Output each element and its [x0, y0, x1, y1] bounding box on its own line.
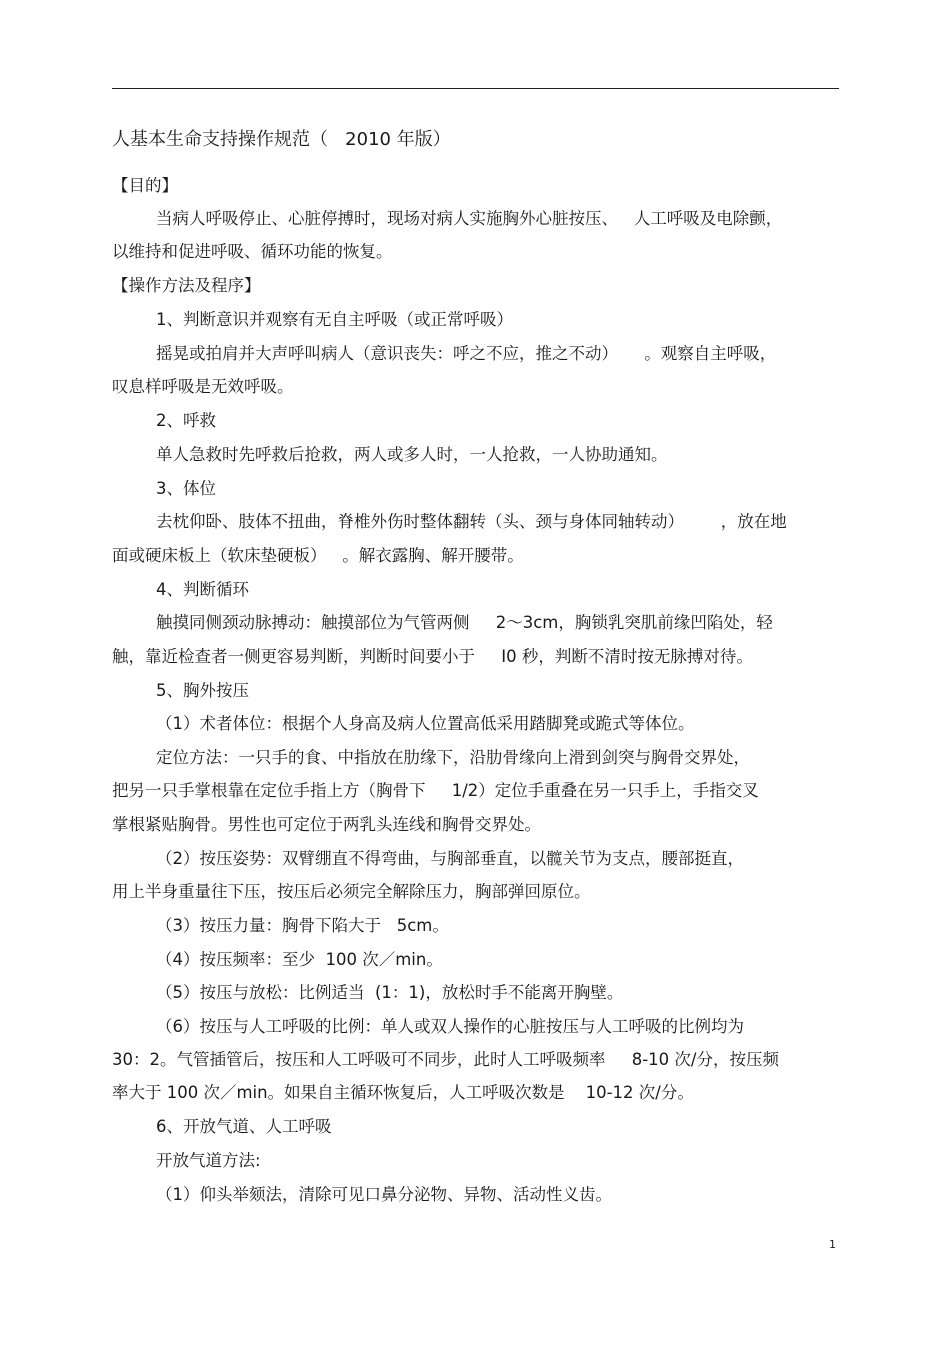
- text-line: （4）按压频率：至少 100 次／min。: [156, 950, 443, 969]
- text-line: （3）按压力量：胸骨下陷大于 5cm。: [156, 916, 449, 935]
- text-line: 1、判断意识并观察有无自主呼吸（或正常呼吸）: [156, 310, 513, 329]
- text-line: 30：2。气管插管后，按压和人工呼吸可不同步，此时人工呼吸频率 8-10 次/分，按压频: [112, 1050, 779, 1069]
- text-line: 摇晃或拍肩并大声呼叫病人（意识丧失：呼之不应，推之不动） 。观察自主呼吸，: [156, 344, 777, 363]
- text-line: 4、判断循环: [156, 580, 249, 599]
- text-line: 触摸同侧颈动脉搏动：触摸部位为气管两侧 2～3cm，胸锁乳突肌前缘凹陷处，轻: [156, 613, 773, 632]
- text-line: 率大于 100 次／min。如果自主循环恢复后，人工呼吸次数是 10-12 次/分。: [112, 1083, 694, 1102]
- page-number: 1: [829, 1238, 836, 1251]
- text-line: 去枕仰卧、肢体不扭曲，脊椎外伤时整体翻转（头、颈与身体同轴转动） ，放在地: [156, 512, 787, 531]
- text-line: 单人急救时先呼救后抢救，两人或多人时，一人抢救，一人协助通知。: [156, 445, 668, 464]
- text-line: 当病人呼吸停止、心脏停搏时，现场对病人实施胸外心脏按压、 人工呼吸及电除颤，: [156, 209, 783, 228]
- text-line: 面或硬床板上（软床垫硬板） 。解衣露胸、解开腰带。: [112, 546, 524, 565]
- text-line: 【操作方法及程序】: [112, 276, 261, 295]
- text-line: （6）按压与人工呼吸的比例：单人或双人操作的心脏按压与人工呼吸的比例均为: [156, 1017, 744, 1036]
- text-line: （1）术者体位：根据个人身高及病人位置高低采用踏脚凳或跪式等体位。: [156, 714, 695, 733]
- text-line: 【目的】: [112, 176, 178, 195]
- document-title: 人基本生命支持操作规范（ 2010 年版）: [112, 129, 451, 150]
- text-line: 用上半身重量往下压，按压后必须完全解除压力，胸部弹回原位。: [112, 882, 591, 901]
- text-line: 叹息样呼吸是无效呼吸。: [112, 377, 294, 396]
- text-line: 3、体位: [156, 479, 216, 498]
- text-line: 以维持和促进呼吸、循环功能的恢复。: [112, 242, 393, 261]
- text-line: 掌根紧贴胸骨。男性也可定位于两乳头连线和胸骨交界处。: [112, 815, 541, 834]
- text-line: 定位方法：一只手的食、中指放在肋缘下，沿肋骨缘向上滑到剑突与胸骨交界处，: [156, 748, 750, 767]
- text-line: 2、呼救: [156, 411, 216, 430]
- text-line: 触，靠近检查者一侧更容易判断，判断时间要小于 I0 秒，判断不清时按无脉搏对待。: [112, 647, 753, 666]
- text-line: （1）仰头举颏法，清除可见口鼻分泌物、异物、活动性义齿。: [156, 1185, 612, 1204]
- text-line: 开放气道方法:: [156, 1151, 261, 1170]
- text-line: （2）按压姿势：双臂绷直不得弯曲，与胸部垂直，以髋关节为支点，腰部挺直，: [156, 849, 744, 868]
- text-line: （5）按压与放松：比例适当 (1：1)，放松时手不能离开胸壁。: [156, 983, 624, 1002]
- text-line: 5、胸外按压: [156, 681, 249, 700]
- text-line: 把另一只手掌根靠在定位手指上方（胸骨下 1/2）定位手重叠在另一只手上，手指交叉: [112, 781, 759, 800]
- header-rule: [112, 88, 839, 89]
- text-line: 6、开放气道、人工呼吸: [156, 1117, 332, 1136]
